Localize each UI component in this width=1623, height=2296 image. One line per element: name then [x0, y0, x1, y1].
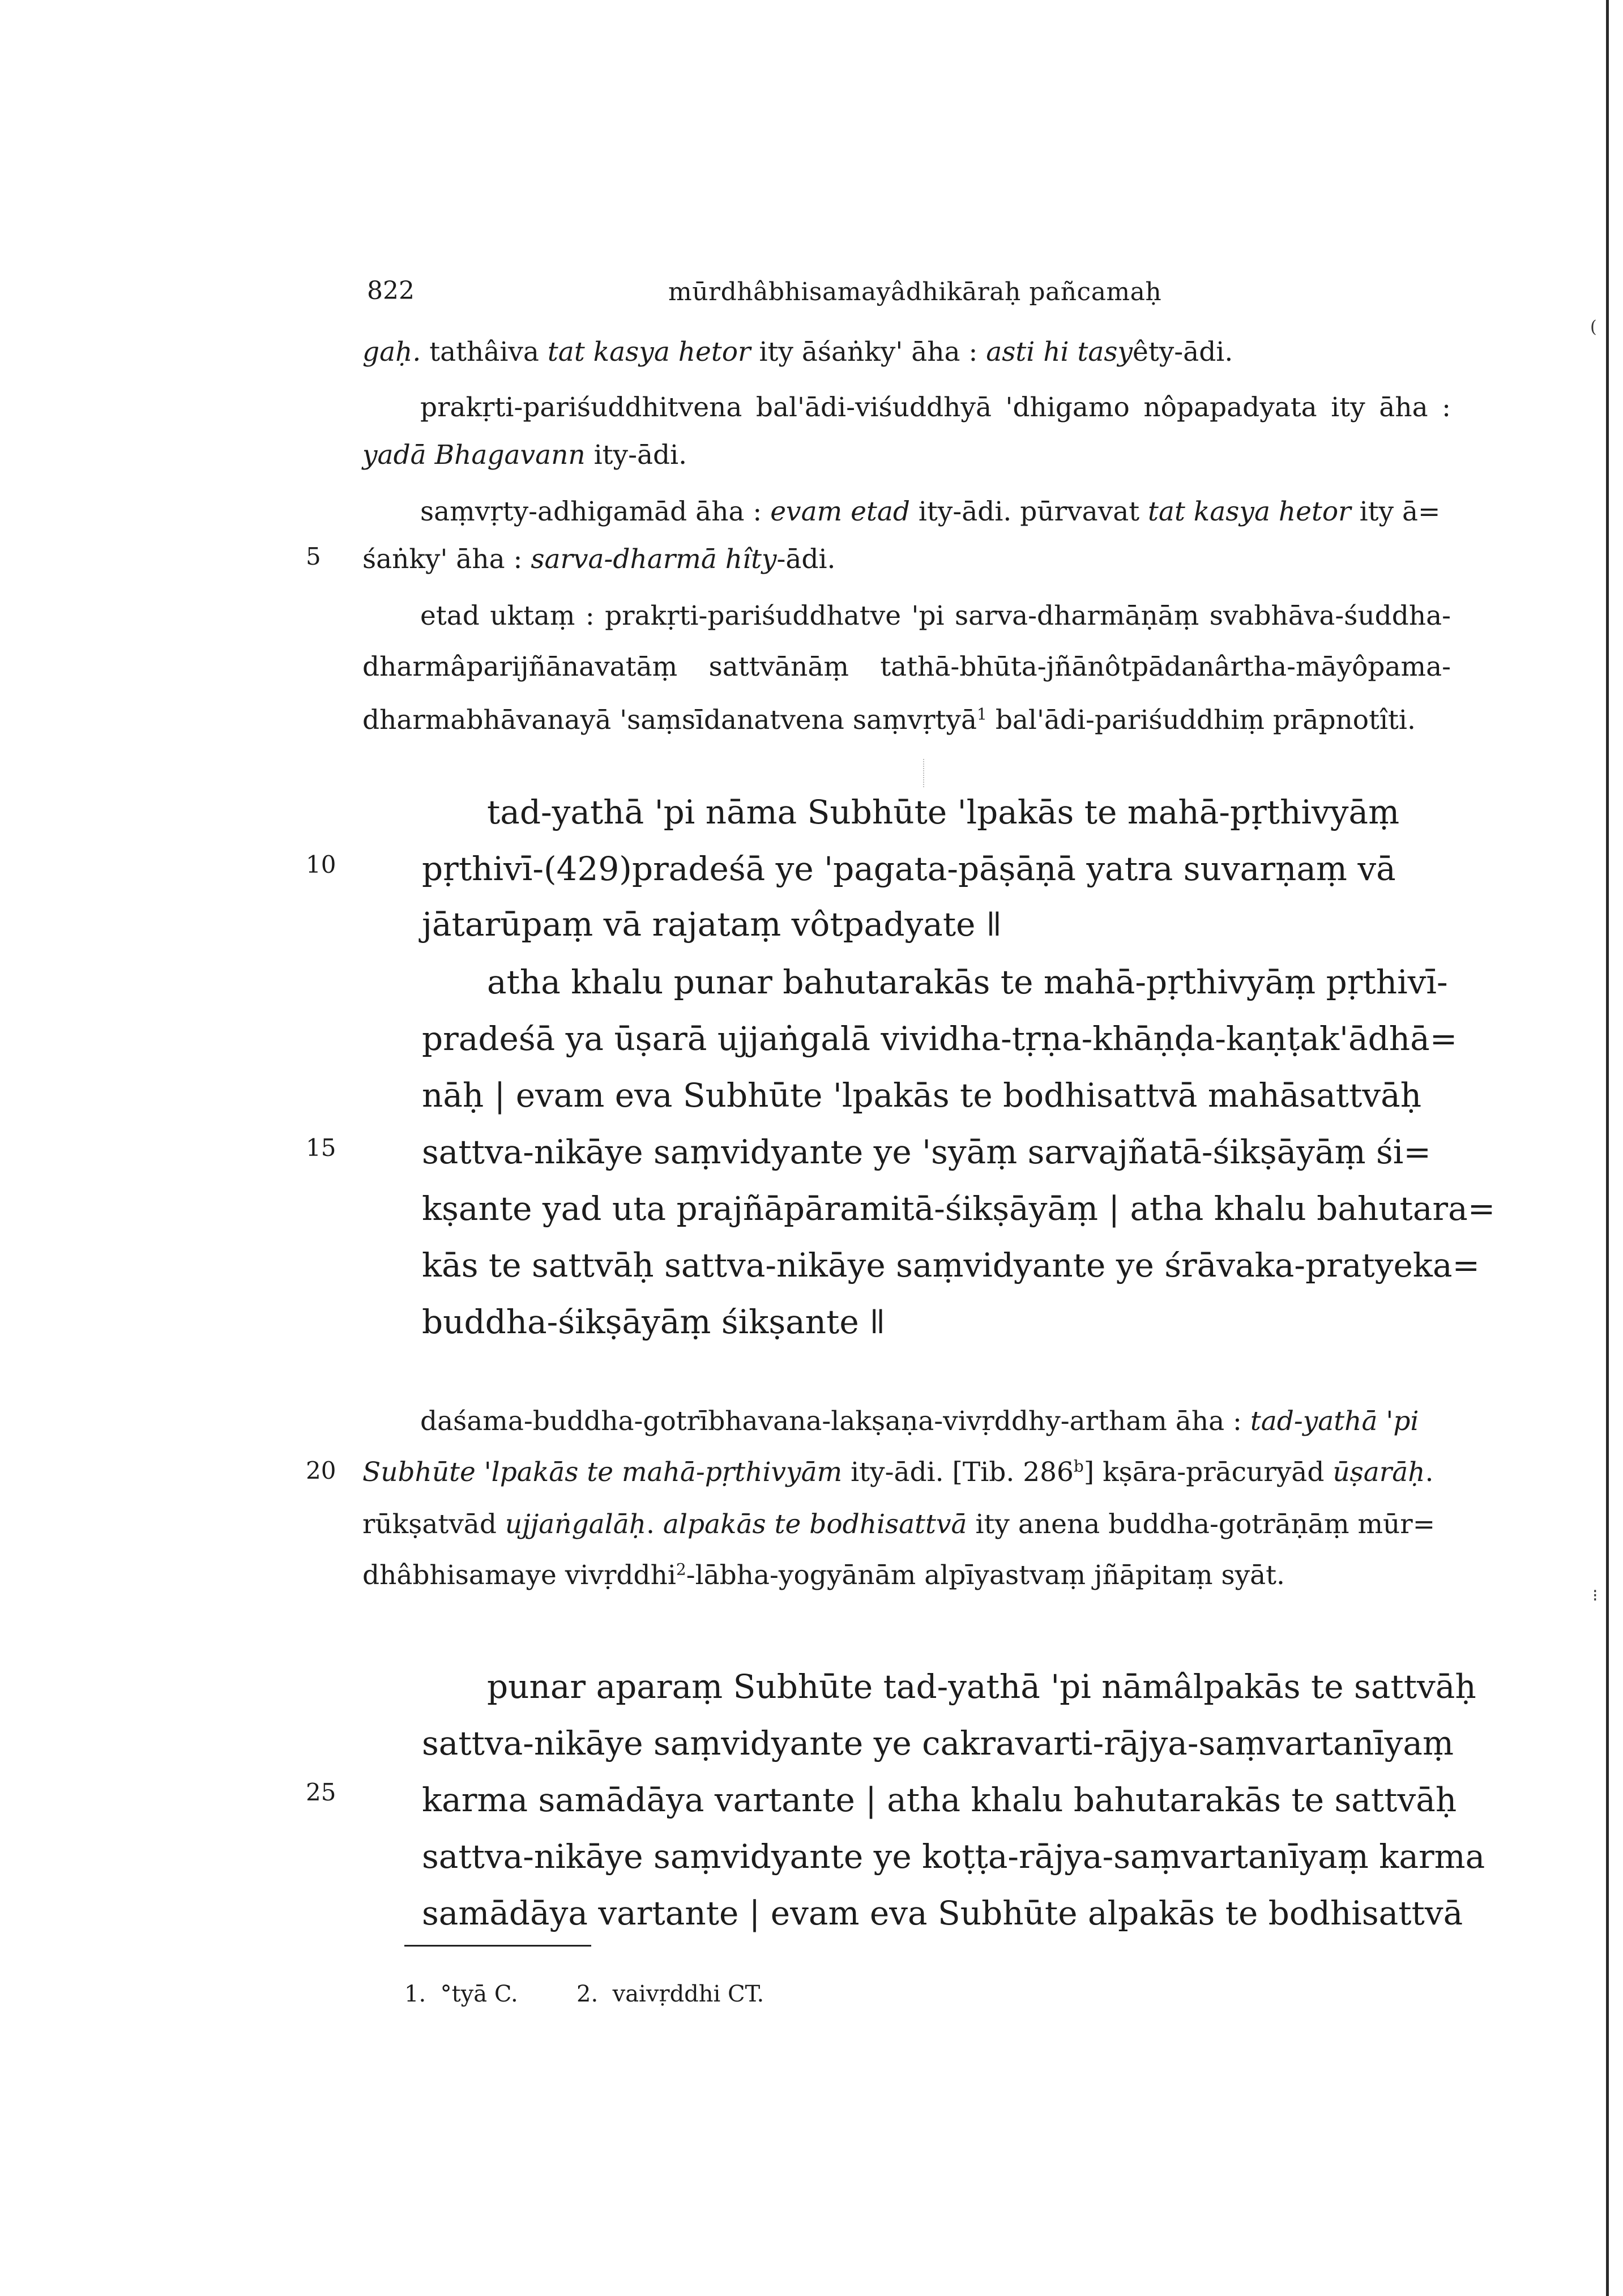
footnote-2: 2. vaivṛddhi CT.: [576, 1981, 764, 2007]
main-text-line: kās te sattvāḥ sattva-nikāye saṃvidyante ye śrāvaka-pratyeka=: [422, 1246, 1480, 1284]
main-text-line: kṣante yad uta prajñāpāramitā-śikṣāyāṃ | atha khalu bahutara=: [422, 1189, 1496, 1228]
commentary-line: rūkṣatvād ujjaṅgalāḥ. alpakās te bodhisattvā ity anena buddha-gotrāṇāṃ mūr=: [362, 1509, 1436, 1540]
commentary-line: saṃvṛty-adhigamād āha : evam etad ity-ādi. pūrvavat tat kasya hetor ity ā=: [420, 496, 1441, 527]
main-text-line: jātarūpaṃ vā rajataṃ vôtpadyate ǁ: [422, 905, 1002, 944]
main-text-line: sattva-nikāye saṃvidyante ye 'syāṃ sarvajñatā-śikṣāyāṃ śi=: [422, 1133, 1431, 1171]
main-text-line: nāḥ | evam eva Subhūte 'lpakās te bodhisattvā mahāsattvāḥ: [422, 1076, 1422, 1115]
commentary-line: dhâbhisamaye vivṛddhi$^2$-lābha-yogyānām alpīyastvaṃ jñāpitaṃ syāt.: [362, 1560, 1285, 1591]
main-text-line: pradeśā ya ūṣarā ujjaṅgalā vividha-tṛṇa-khāṇḍa-kaṇṭak'ādhā=: [422, 1019, 1458, 1058]
margin-line-number: 10: [306, 851, 336, 878]
main-text-line: tad-yathā 'pi nāma Subhūte 'lpakās te mahā-pṛthivyāṃ: [487, 793, 1400, 831]
commentary-line: dharmâparijñānavatāṃ sattvānāṃ tathā-bhūta-jñānôtpādanârtha-māyôpama-: [362, 651, 1451, 682]
footnote-1: 1. °tyā C.: [404, 1981, 518, 2007]
margin-line-number: 5: [306, 543, 321, 570]
main-text-line: atha khalu punar bahutarakās te mahā-pṛthivyāṃ pṛthivī-: [487, 963, 1448, 1001]
main-text-line: punar aparaṃ Subhūte tad-yathā 'pi nāmâlpakās te sattvāḥ: [487, 1667, 1476, 1706]
commentary-line: etad uktaṃ : prakṛti-pariśuddhatve 'pi sarva-dharmāṇāṃ svabhāva-śuddha-: [420, 600, 1451, 631]
commentary-line: gaḥ. tathâiva tat kasya hetor ity āśaṅky' āha : asti hi tasyêty-ādi.: [362, 336, 1233, 368]
scan-edge-mark: ⁝: [1592, 1586, 1598, 1606]
footnote-rule: [404, 1945, 591, 1947]
margin-line-number: 20: [306, 1457, 336, 1484]
main-text-line: karma samādāya vartante | atha khalu bahutarakās te sattvāḥ: [422, 1781, 1457, 1819]
scan-speck: [923, 759, 932, 787]
main-text-line: sattva-nikāye saṃvidyante ye cakravarti-rājya-saṃvartanīyaṃ: [422, 1724, 1454, 1762]
running-head: mūrdhâbhisamayâdhikāraḥ pañcamaḥ: [668, 278, 1162, 306]
page-number: 822: [367, 276, 415, 305]
scan-edge-line: [1606, 0, 1609, 2296]
commentary-line: daśama-buddha-gotrībhavana-lakṣaṇa-vivṛddhy-artham āha : tad-yathā 'pi: [420, 1406, 1419, 1437]
margin-line-number: 15: [306, 1134, 336, 1162]
main-text-line: buddha-śikṣāyāṃ śikṣante ǁ: [422, 1303, 886, 1341]
commentary-line: dharmabhāvanayā 'saṃsīdanatvena saṃvṛtyā$^1$ bal'ādi-pariśuddhiṃ prāpnotîti.: [362, 705, 1416, 736]
commentary-line: yadā Bhagavann ity-ādi.: [362, 439, 687, 471]
main-text-line: pṛthivī-(429)pradeśā ye 'pagata-pāṣāṇā yatra suvarṇaṃ vā: [422, 850, 1396, 888]
scan-edge-mark: (: [1590, 317, 1597, 337]
commentary-line: Subhūte 'lpakās te mahā-pṛthivyām ity-ādi. [Tib. 286$^b$] kṣāra-prācuryād ūṣarāḥ.: [362, 1457, 1434, 1488]
main-text-line: sattva-nikāye saṃvidyante ye koṭṭa-rājya-saṃvartanīyaṃ karma: [422, 1837, 1485, 1876]
commentary-line: prakṛti-pariśuddhitvena bal'ādi-viśuddhyā 'dhigamo nôpapadyata ity āha :: [420, 392, 1451, 423]
main-text-line: samādāya vartante | evam eva Subhūte alpakās te bodhisattvā: [422, 1894, 1463, 1932]
margin-line-number: 25: [306, 1778, 336, 1806]
commentary-line: śaṅky' āha : sarva-dharmā hîty-ādi.: [362, 544, 836, 575]
